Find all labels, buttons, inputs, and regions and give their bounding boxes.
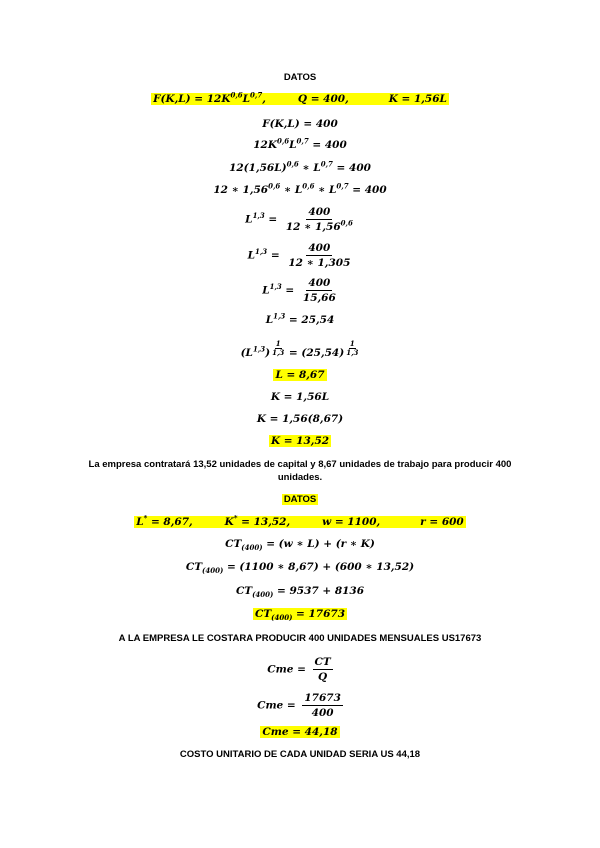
equation-1: F(K,L) = 400 xyxy=(262,118,338,130)
equation-5: L$^{1,3}$ = $\frac{400}{12 ∗ 1,56^{0,6}}$ xyxy=(245,206,353,233)
equation-4: 12 ∗ 1,56$^{0,6}$ ∗ L$^{0,6}$ ∗ L$^{0,7}$ = 400 xyxy=(213,181,387,196)
given-data-line-1 xyxy=(0,90,600,105)
fraction: $\frac{400}{12 ∗ 1,305}$ xyxy=(288,242,351,269)
fraction: $\frac{400}{15,66}$ xyxy=(302,277,336,304)
average-cost-substitution: Cme = $\frac{17673}{400}$ xyxy=(257,692,341,719)
cost-equation-3: $CT_{(400)} = 9537 + 8136$ xyxy=(235,585,365,600)
conclusion-paragraph-3: COSTO UNITARIO DE CADA UNIDAD SERIA US 44,18 xyxy=(179,749,421,760)
datos-title-1: DATOS xyxy=(283,72,317,83)
quantity-given: Q = 400, xyxy=(297,93,349,105)
equation-6: L$^{1,3}$ = $\frac{400}{12 ∗ 1,305}$ xyxy=(247,242,351,269)
average-cost-formula: Cme = $\frac{CT}{Q}$ xyxy=(267,656,331,683)
given-data-line-2: L* = 8,67, K* = 13,52, w = 1100, r = 600 xyxy=(136,513,464,528)
equation-3: $12(1,56L)^{0,6}$ ∗ L$^{0,7}$ = 400 xyxy=(229,159,371,174)
result-capital: K = 13,52 xyxy=(270,435,330,447)
equation-9: $(L^{1,3})$ $\frac{1}{1,3}$ = (25,54) $\frac{1}{1,3}$ xyxy=(240,339,359,359)
cost-result: $CT_{(400)} = 17673$ xyxy=(254,608,346,623)
equation-11: K = 1,56(8,67) xyxy=(256,413,344,425)
equation-7: L$^{1,3}$ = $\frac{400}{15,66}$ xyxy=(262,277,336,304)
equation-8: L$^{1,3}$ = 25,54 xyxy=(265,311,335,326)
production-function-given: $F(K,L) = 12K^{0,6}L^{0,7}$, Q = 400, K = 1,56L xyxy=(153,90,447,105)
capital-relation-given: K = 1,56L xyxy=(388,93,447,105)
fraction: $\frac{400}{12 ∗ 1,56^{0,6}}$ xyxy=(285,206,353,233)
average-cost-result: Cme = 44,18 xyxy=(262,726,338,738)
result-labor: L = 8,67 xyxy=(275,369,325,381)
datos-title-2: DATOS xyxy=(283,494,317,505)
conclusion-paragraph-1: La empresa contratará 13,52 unidades de capital y 8,67 unidades de trabajo para producir 400 unidades. xyxy=(88,459,512,483)
equation-2: $12K^{0,6}L^{0,7} = 400$ xyxy=(253,136,347,151)
equation-10: K = 1,56L xyxy=(270,391,330,403)
cost-equation-2: $CT_{(400)} = (1100$ ∗ 8,67) + (600 ∗ 13,52) xyxy=(185,561,415,576)
conclusion-paragraph-2: A LA EMPRESA LE COSTARA PRODUCIR 400 UNIDADES MENSUALES US17673 xyxy=(118,633,482,644)
cost-equation-1: $CT_{(400)} = (w$ ∗ L) + (r ∗ K) xyxy=(225,538,375,553)
